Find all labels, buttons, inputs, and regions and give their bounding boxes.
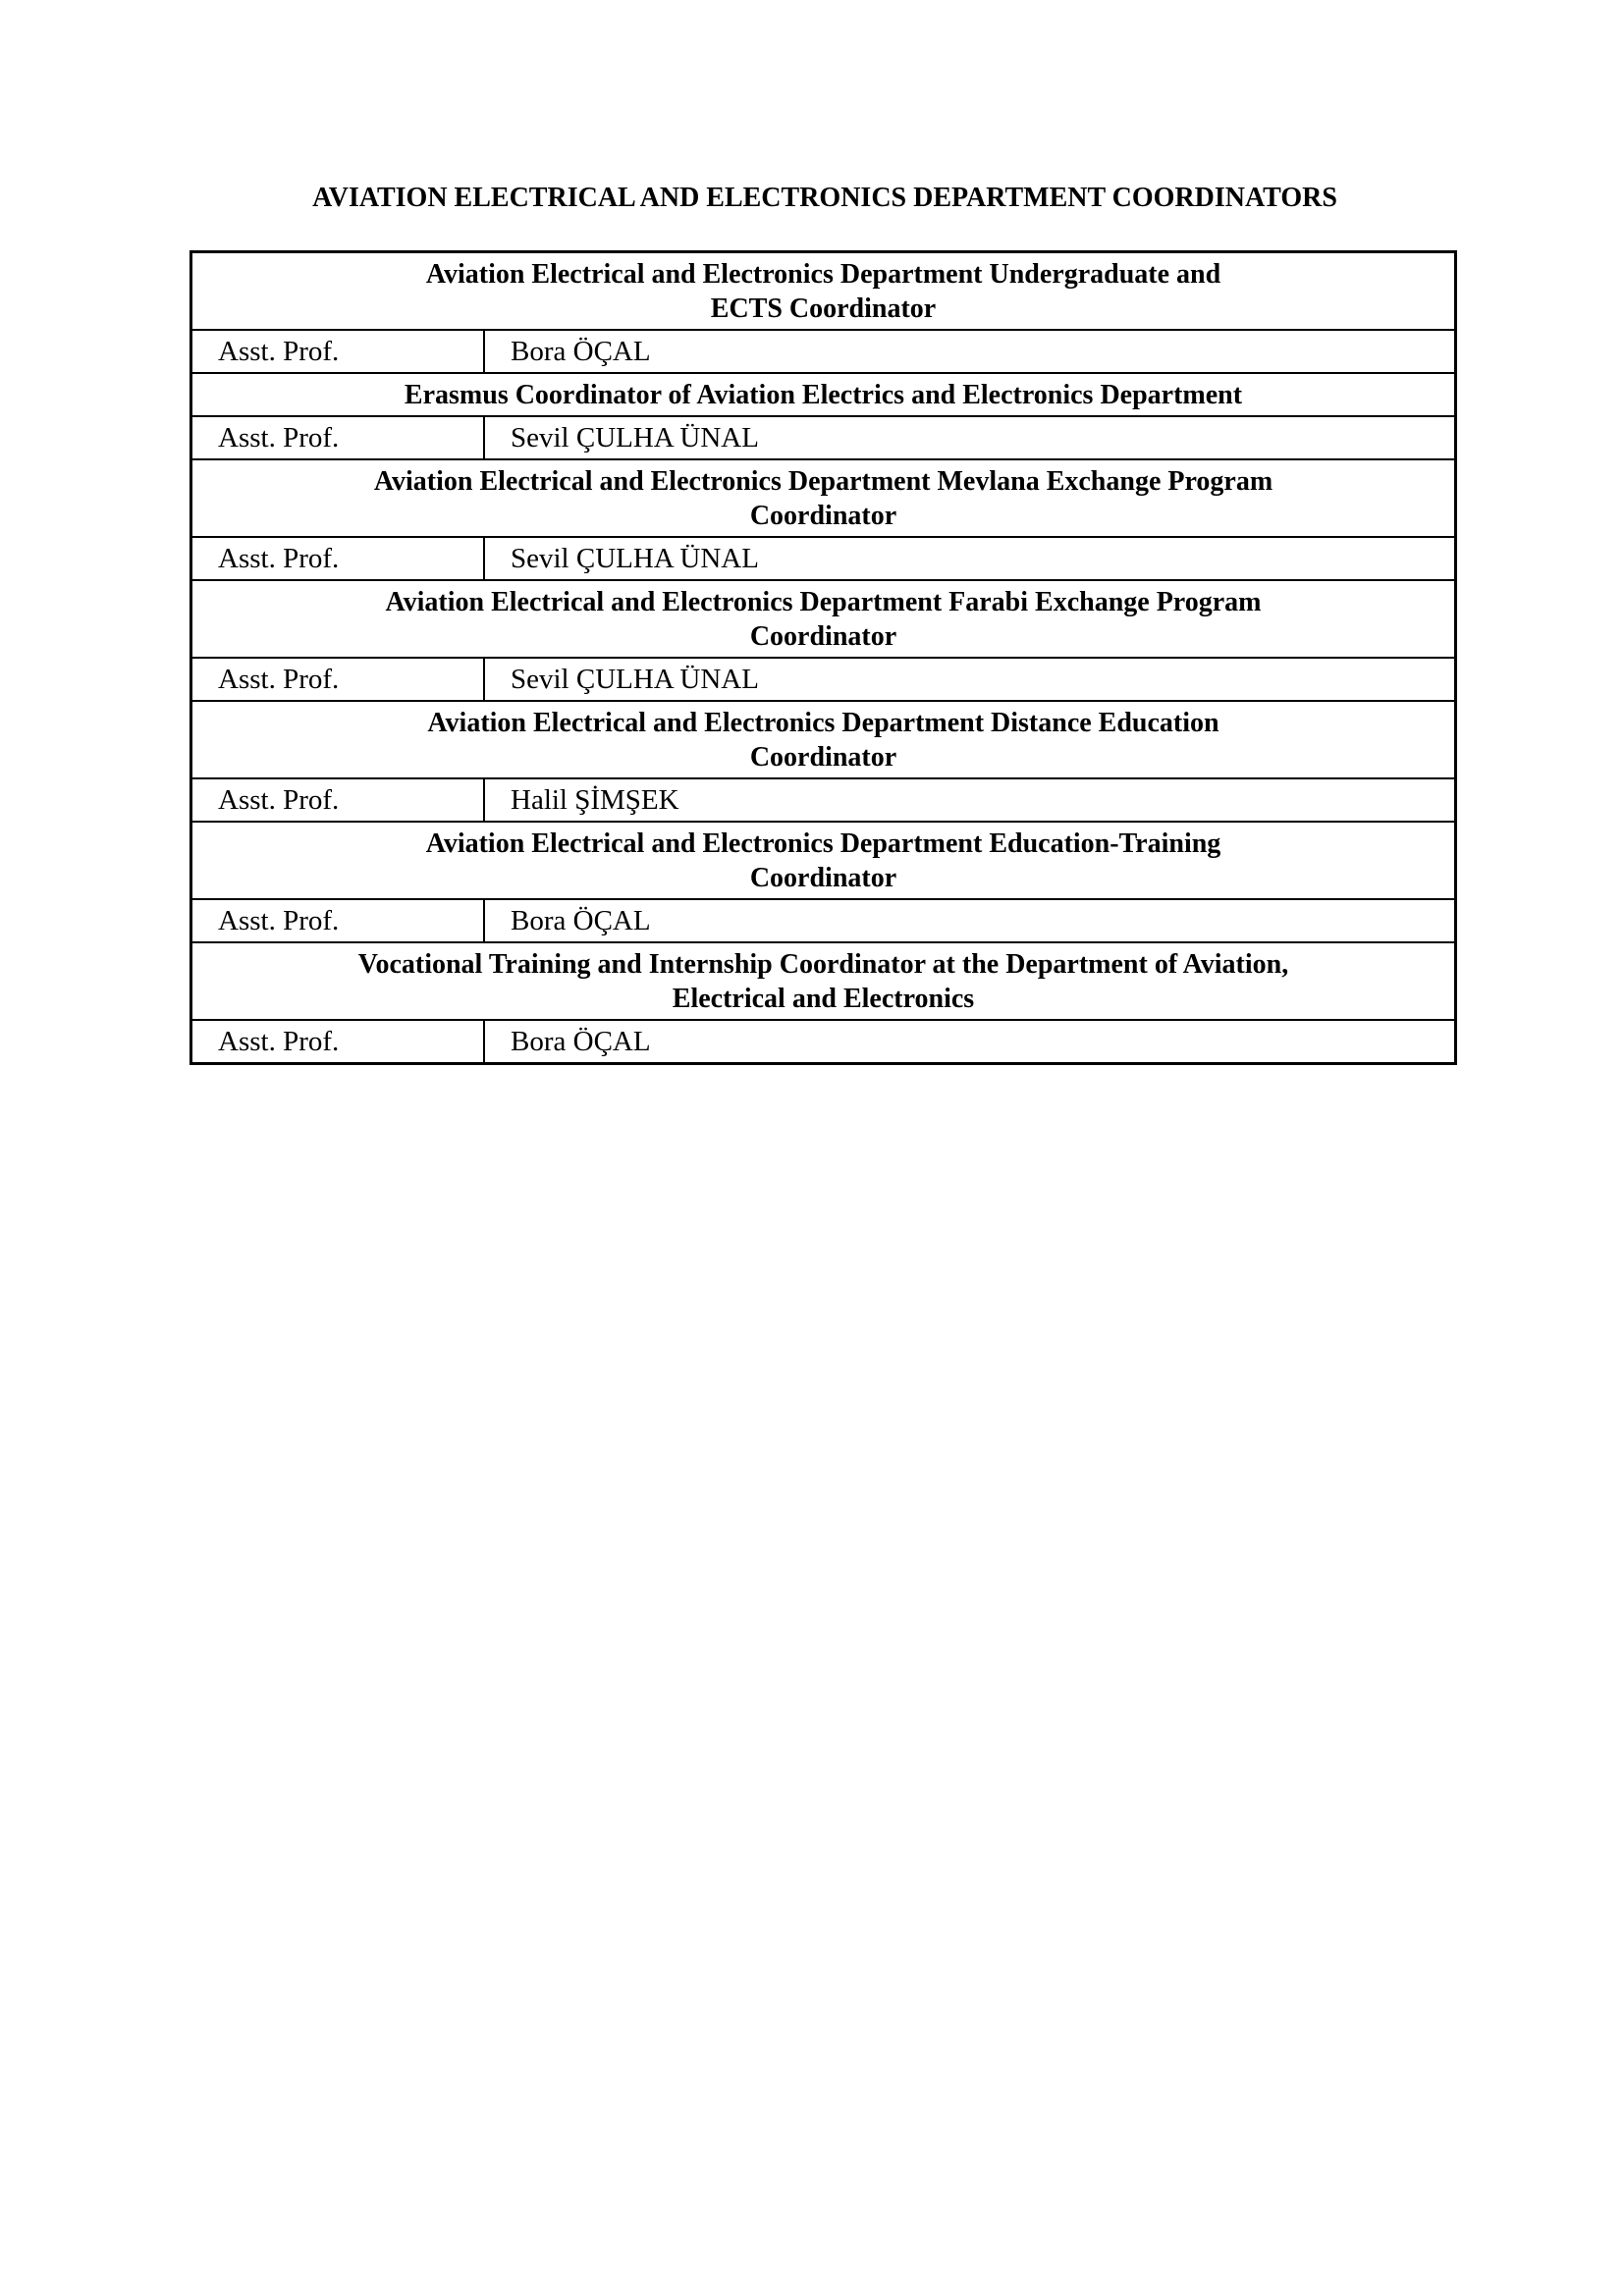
- section-heading: [191, 459, 1456, 537]
- coordinators-table: [189, 250, 1457, 1065]
- section-heading-line: Vocational Training and Internship Coordinator at the Department of Aviation,: [357, 949, 1289, 980]
- coordinator-row: [191, 899, 1456, 942]
- section-heading-line: Aviation Electrical and Electronics Department Mevlana Exchange Program: [373, 466, 1273, 497]
- section-heading-line: Coordinator: [749, 863, 897, 893]
- coordinator-row: [191, 330, 1456, 373]
- section-heading: [191, 701, 1456, 778]
- section-heading-row: [191, 580, 1456, 658]
- section-heading-line: Coordinator: [749, 742, 897, 773]
- coordinator-row: [191, 1020, 1456, 1064]
- section-heading-line: Aviation Electrical and Electronics Department Farabi Exchange Program: [385, 587, 1262, 617]
- coordinator-row: [191, 537, 1456, 580]
- section-heading-line: Aviation Electrical and Electronics Department Education-Training: [425, 828, 1221, 859]
- coordinator-row: [191, 778, 1456, 822]
- section-heading-row: [191, 701, 1456, 778]
- section-heading: [191, 822, 1456, 899]
- section-heading: [191, 942, 1456, 1020]
- page-title: AVIATION ELECTRICAL AND ELECTRONICS DEPARTMENT COORDINATORS: [312, 183, 1337, 213]
- section-heading-line: Electrical and Electronics: [672, 984, 975, 1014]
- coordinator-name: Halil ŞİMŞEK: [484, 778, 1456, 822]
- academic-title: Asst. Prof.: [191, 330, 485, 373]
- academic-title: Asst. Prof.: [191, 899, 485, 942]
- coordinator-name: Bora ÖÇAL: [484, 899, 1456, 942]
- academic-title: Asst. Prof.: [191, 1020, 485, 1064]
- section-heading-row: [191, 373, 1456, 416]
- section-heading: [191, 373, 1456, 416]
- section-heading: [191, 580, 1456, 658]
- coordinator-name: Sevil ÇULHA ÜNAL: [484, 537, 1456, 580]
- section-heading-line: ECTS Coordinator: [710, 294, 937, 324]
- section-heading-line: Erasmus Coordinator of Aviation Electrics and Electronics Department: [404, 380, 1243, 410]
- academic-title: Asst. Prof.: [191, 537, 485, 580]
- coordinator-name: Sevil ÇULHA ÜNAL: [484, 658, 1456, 701]
- coordinator-name: Bora ÖÇAL: [484, 330, 1456, 373]
- academic-title: Asst. Prof.: [191, 658, 485, 701]
- section-heading: [191, 252, 1456, 331]
- coordinator-row: [191, 658, 1456, 701]
- section-heading-line: Aviation Electrical and Electronics Department Undergraduate and: [425, 259, 1221, 290]
- section-heading-row: [191, 942, 1456, 1020]
- coordinator-row: [191, 416, 1456, 459]
- section-heading-line: Coordinator: [749, 621, 897, 652]
- academic-title: Asst. Prof.: [191, 416, 485, 459]
- section-heading-line: Coordinator: [749, 501, 897, 531]
- section-heading-row: [191, 822, 1456, 899]
- section-heading-row: [191, 459, 1456, 537]
- section-heading-line: Aviation Electrical and Electronics Department Distance Education: [427, 708, 1219, 738]
- section-heading-row: [191, 252, 1456, 331]
- academic-title: Asst. Prof.: [191, 778, 485, 822]
- coordinator-name: Bora ÖÇAL: [484, 1020, 1456, 1064]
- coordinator-name: Sevil ÇULHA ÜNAL: [484, 416, 1456, 459]
